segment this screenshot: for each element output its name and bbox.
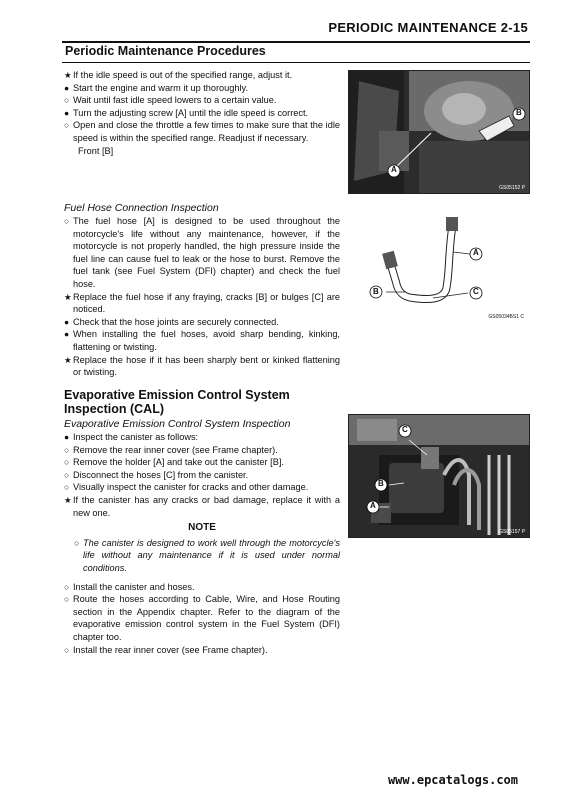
list-item: ★ If the idle speed is out of the specified range, adjust it. [64, 70, 293, 80]
fuel-hose-subtitle: Fuel Hose Connection Inspection [64, 202, 219, 214]
list-item: ● Check that the hose joints are securely connected. [64, 316, 279, 327]
figure-label-a: A [391, 165, 397, 174]
front-label: Front [B] [78, 145, 114, 156]
list-item: ● Turn the adjusting screw [A] until the idle speed is correct. [64, 107, 309, 118]
list-item: ★ If the canister has any cracks or bad damage, replace it with a new one. [64, 494, 340, 518]
note-item: ○ The canister is designed to work well through the motorcycle's life without any maintenance if it is used under normal conditions. [74, 537, 340, 573]
list-item: ○ Open and close the throttle a few times to make sure that the idle speed is within the specified range. Readjust if necessary. [64, 120, 340, 143]
list-item: ○ Remove the holder [A] and take out the canister [B]. [64, 457, 284, 468]
fuel-hose-figure [358, 212, 528, 322]
figure-label-c: C [473, 287, 479, 296]
evap-section [64, 388, 340, 656]
note-title: NOTE [188, 522, 216, 534]
canister-figure [348, 414, 530, 538]
figure-label-b: B [516, 108, 522, 117]
list-item: ○ Wait until fast idle speed lowers to a certain value. [64, 95, 277, 106]
figure-label-b: B [378, 479, 384, 488]
evap-section-title: Evaporative Emission Control System Inspection (CAL) [64, 388, 290, 416]
figure-label-a: A [370, 501, 376, 510]
list-item: ○ Install the canister and hoses. [64, 581, 195, 592]
list-item: ★ Replace the fuel hose if any fraying, cracks [B] or bulges [C] are noticed. [64, 291, 340, 315]
idle-adjust-figure [348, 70, 530, 194]
header-rule [62, 41, 530, 43]
list-item: ○ Disconnect the hoses [C] from the canister. [64, 469, 249, 480]
list-item: ○ Route the hoses according to Cable, Wire, and Hose Routing section in the Appendix chapter. Refer to the diagram of the evaporative emission control system in the Fuel System (DFI) chapter too. [64, 594, 340, 642]
section-title: Periodic Maintenance Procedures [65, 44, 266, 58]
idle-speed-steps [64, 69, 340, 157]
list-item: ○ Install the rear inner cover (see Frame chapter). [64, 644, 268, 655]
evap-subtitle: Evaporative Emission Control System Inspection [64, 418, 291, 430]
section-rule [62, 62, 530, 63]
list-item: ● When installing the fuel hoses, avoid sharp bending, kinking, flattening or twisting. [64, 329, 340, 352]
figure-code: GS05157 P [499, 529, 525, 535]
list-item: ● Inspect the canister as follows: [64, 432, 199, 442]
page-header-title: PERIODIC MAINTENANCE 2-15 [328, 20, 528, 35]
figure-label-c: C [402, 425, 408, 434]
list-item: ○ Visually inspect the canister for cracks and other damage. [64, 482, 309, 493]
list-item: ○ Remove the rear inner cover (see Frame chapter). [64, 444, 278, 455]
list-item: ★ Replace the hose if it has been sharply bent or kinked flattening or twisting. [64, 354, 340, 378]
figure-code: GS05152 P [499, 185, 525, 191]
list-item: ● Start the engine and warm it up thoroughly. [64, 82, 249, 93]
figure-label-a: A [473, 248, 479, 257]
footer-url[interactable]: www.epcatalogs.com [387, 773, 518, 787]
figure-code: GS05034BS1 C [488, 314, 524, 320]
fuel-hose-section [64, 201, 340, 379]
figure-label-b: B [373, 287, 379, 296]
list-item: ○ The fuel hose [A] is designed to be used throughout the motorcycle's life without any maintenance, however, if the motorcycle is not properly handled, the high pressure inside the fuel line can cause fuel to leak or the hose to burst. Remove the fuel tank (see Fuel System (DFI) chapter) and check the fuel hose. [64, 216, 340, 289]
